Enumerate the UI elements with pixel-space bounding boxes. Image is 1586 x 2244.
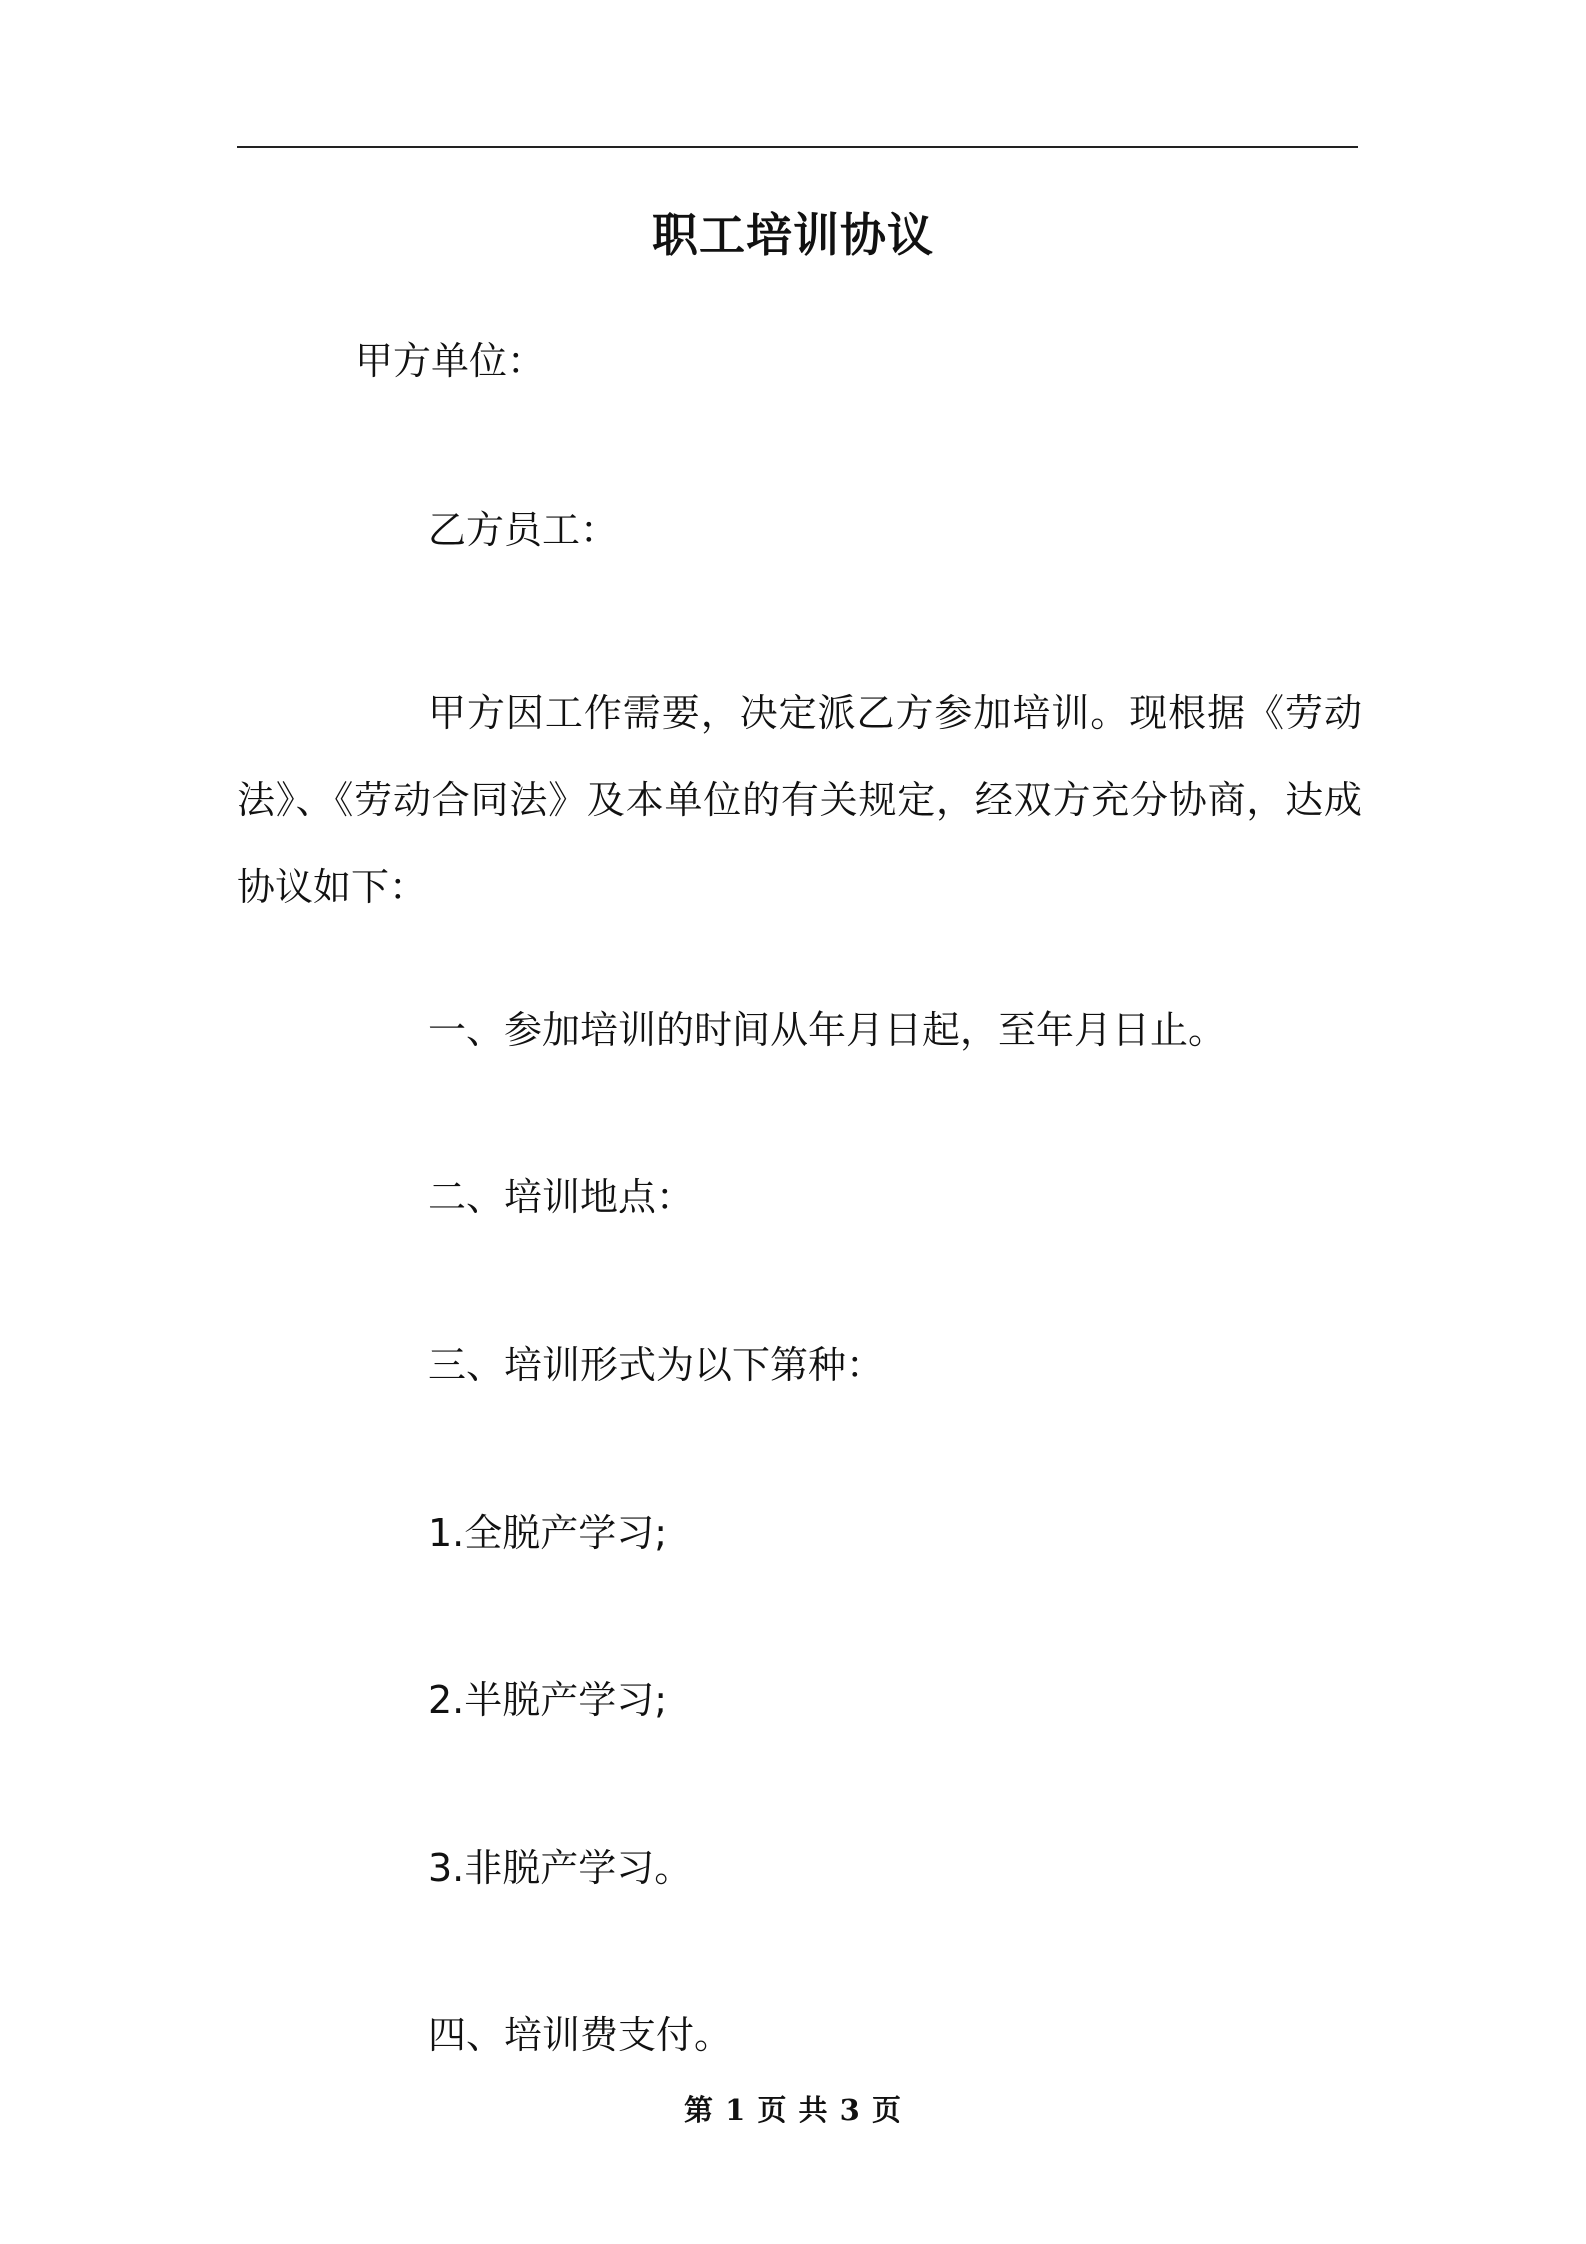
clause-3-training-form: 三、培训形式为以下第种： (428, 1343, 885, 1387)
header-divider (237, 146, 1358, 148)
intro-paragraph: 甲方因工作需要，决定派乙方参加培训。现根据《劳动法》、《劳动合同法》及本单位的有关规定，经双方充分协商，达成协议如下： (237, 691, 1362, 909)
training-option-part-time: 2.半脱产学习; (428, 1678, 668, 1722)
page-number-footer (0, 2090, 1586, 2130)
page-label-suffix: 页 (871, 2093, 902, 2127)
party-a-label: 甲方单位： (355, 339, 546, 383)
training-option-full-time: 1.全脱产学习; (428, 1511, 668, 1555)
document-title: 职工培训协议 (652, 208, 934, 262)
page-label-mid: 页 共 (757, 2093, 829, 2127)
page-total: 3 (839, 2093, 861, 2127)
clause-1-training-period: 一、参加培训的时间从年月日起，至年月日止。 (428, 1008, 1227, 1052)
page-label-prefix: 第 (684, 2093, 715, 2127)
party-b-label: 乙方员工： (428, 508, 619, 552)
clause-2-training-location: 二、培训地点： (428, 1175, 695, 1219)
page-current: 1 (725, 2093, 747, 2127)
clause-4-training-fee: 四、培训费支付。 (428, 2013, 733, 2057)
training-option-on-the-job: 3.非脱产学习。 (428, 1846, 693, 1890)
